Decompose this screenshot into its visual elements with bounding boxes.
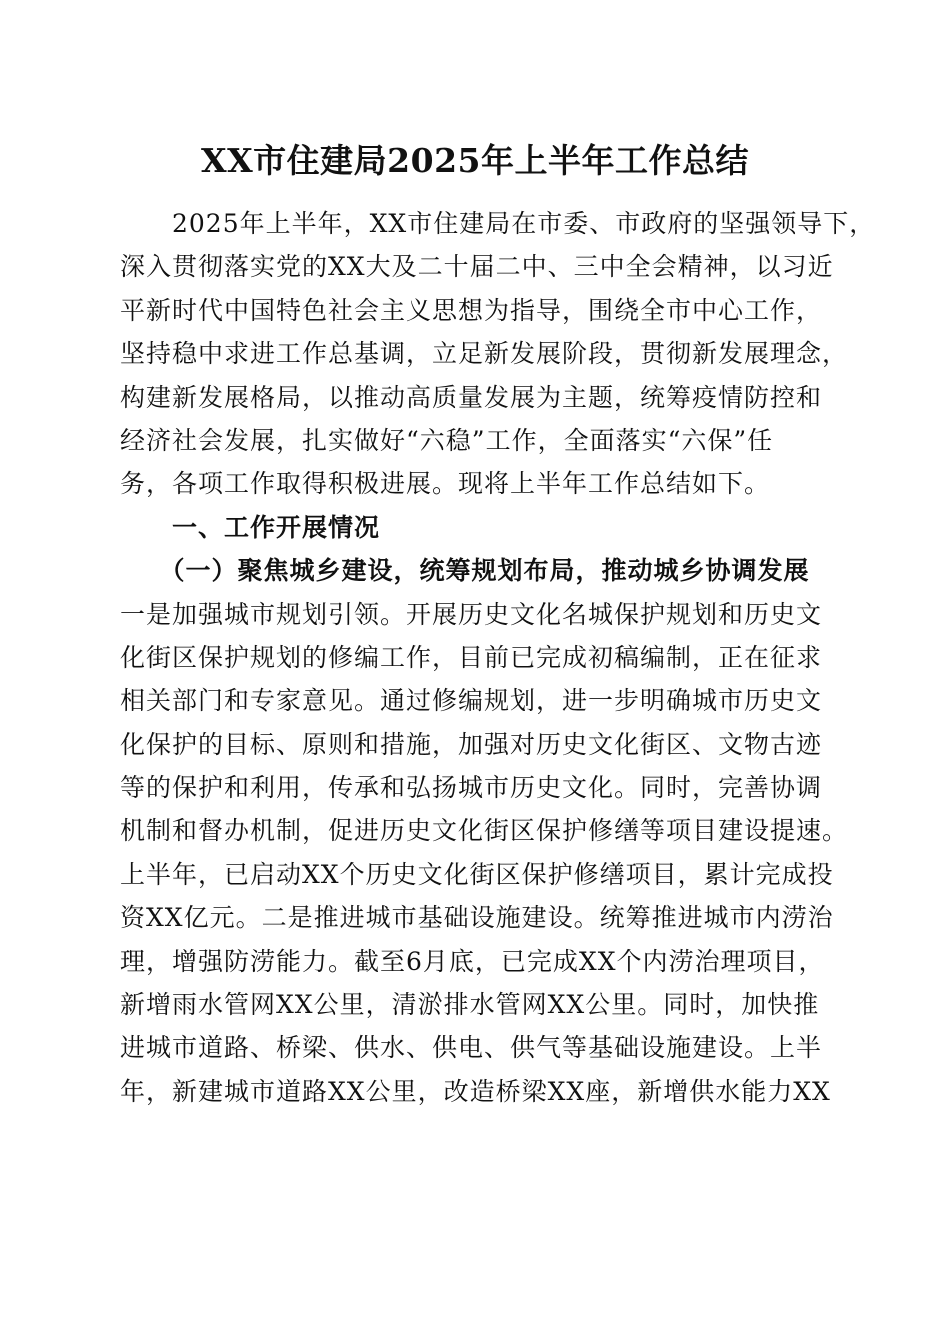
paragraph-line: 理，增强防涝能力。截至6月底，已完成XX个内涝治理项目， [120, 946, 825, 976]
paragraph-line: 等的保护和利用，传承和弘扬城市历史文化。同时，完善协调 [120, 773, 823, 803]
paragraph-line: 相关部门和专家意见。通过修编规划，进一步明确城市历史文 [120, 686, 823, 716]
paragraph-line: 进城市道路、桥梁、供水、供电、供气等基础设施建设。上半 [120, 1033, 823, 1063]
section-heading: 一、工作开展情况 [120, 512, 381, 542]
paragraph-line: 2025年上半年，XX市住建局在市委、市政府的坚强领导下， [120, 209, 876, 238]
paragraph-line: 化保护的目标、原则和措施，加强对历史文化街区、文物古迹 [120, 729, 823, 759]
paragraph-line: 新增雨水管网XX公里，清淤排水管网XX公里。同时，加快推 [120, 990, 820, 1020]
paragraph-line: 资XX亿元。二是推进城市基础设施建设。统筹推进城市内涝治 [120, 903, 834, 933]
document-body [120, 202, 876, 1113]
paragraph-line: 机制和督办机制，促进历史文化街区保护修缮等项目建设提速。 [120, 816, 849, 846]
document-title: XX市住建局2025年上半年工作总结 [200, 141, 750, 180]
paragraph-line: 上半年，已启动XX个历史文化街区保护修缮项目，累计完成投 [120, 859, 834, 889]
paragraph-line: 一是加强城市规划引领。开展历史文化名城保护规划和历史文 [120, 599, 823, 629]
paragraph-line: 年，新建城市道路XX公里，改造桥梁XX座，新增供水能力XX [120, 1076, 831, 1106]
paragraph-line: 平新时代中国特色社会主义思想为指导，围绕全市中心工作， [120, 295, 823, 325]
subsection-heading: （一）聚焦城乡建设，统筹规划布局，推动城乡协调发展 [120, 556, 810, 586]
paragraph-line: 化街区保护规划的修编工作，目前已完成初稿编制，正在征求 [120, 642, 823, 672]
paragraph-line: 坚持稳中求进工作总基调，立足新发展阶段，贯彻新发展理念， [120, 339, 849, 369]
paragraph-line: 构建新发展格局，以推动高质量发展为主题，统筹疫情防控和 [120, 382, 823, 412]
paragraph-line: 深入贯彻落实党的XX大及二十届二中、三中全会精神，以习近 [120, 252, 834, 282]
paragraph-line: 务，各项工作取得积极进展。现将上半年工作总结如下。 [120, 469, 771, 499]
paragraph-line: 经济社会发展，扎实做好“六稳”工作，全面落实“六保”任 [120, 425, 774, 455]
